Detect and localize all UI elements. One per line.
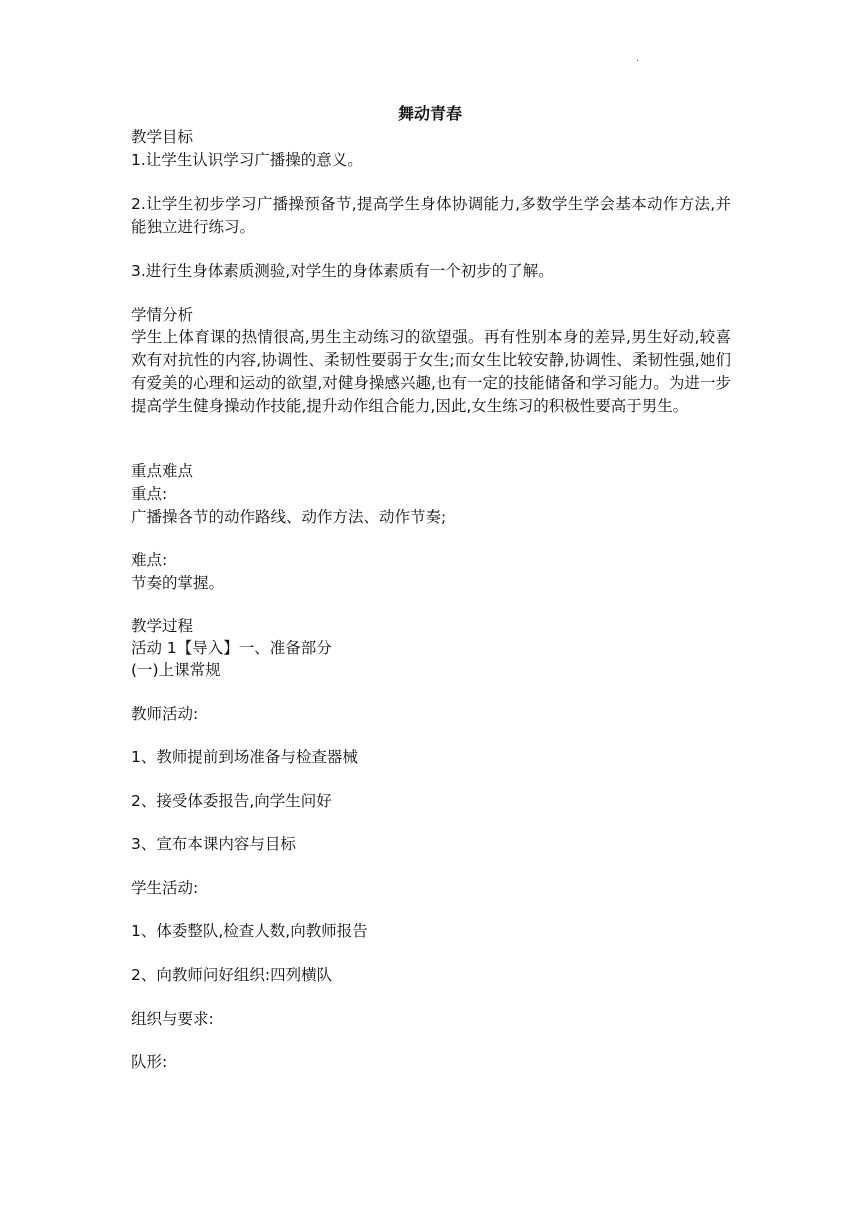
teacher-activity-label: 教师活动: — [131, 705, 199, 723]
section-title: (一)上课常规 — [131, 661, 221, 679]
list-item: 2、向教师问好组织:四列横队 — [131, 966, 333, 984]
process-heading: 教学过程 — [131, 617, 194, 635]
list-item: 1、教师提前到场准备与检查器械 — [131, 748, 358, 766]
list-item: 1、体委整队,检查人数,向教师报告 — [131, 922, 368, 940]
objective-item-3: 3.进行生身体素质测验,对学生的身体素质有一个初步的了解。 — [131, 262, 554, 280]
objectives-heading: 教学目标 — [131, 128, 194, 146]
document-title: 舞动青春 — [397, 104, 462, 123]
difficulty-label: 难点: — [131, 551, 168, 569]
list-item: 3、宣布本课内容与目标 — [131, 835, 296, 853]
activity-title: 活动 1【导入】一、准备部分 — [131, 639, 332, 657]
key-text: 广播操各节的动作路线、动作方法、动作节奏; — [131, 508, 447, 526]
analysis-heading: 学情分析 — [131, 306, 194, 324]
objective-item-1: 1.让学生认识学习广播操的意义。 — [131, 151, 363, 169]
student-activity-label: 学生活动: — [131, 879, 199, 897]
header-mark: · — [636, 56, 640, 67]
list-item: 2、接受体委报告,向学生问好 — [131, 792, 332, 810]
analysis-text: 学生上体育课的热情很高,男生主动练习的欲望强。再有性别本身的差异,男生好动,较喜欢有对抗性的内容,协调性、柔韧性要弱于女生;而女生比较安静,协调性、柔韧性强,她们有爱美的心理和运动的欲望,对健身操感兴趣,也有一定的技能储备和学习能力。为进一步提高学生健身操动作技能,提升动作组合能力,因此,女生练习的积极性要高于男生。 — [131, 328, 731, 415]
formation-label: 队形: — [131, 1053, 168, 1071]
difficulty-text: 节奏的掌握。 — [131, 574, 225, 592]
organization-label: 组织与要求: — [131, 1010, 214, 1028]
key-points-heading: 重点难点 — [131, 462, 194, 480]
key-label: 重点: — [131, 485, 168, 503]
objective-item-2: 2.让学生初步学习广播操预备节,提高学生身体协调能力,多数学生学会基本动作方法,并能独立进行练习。 — [131, 195, 731, 236]
